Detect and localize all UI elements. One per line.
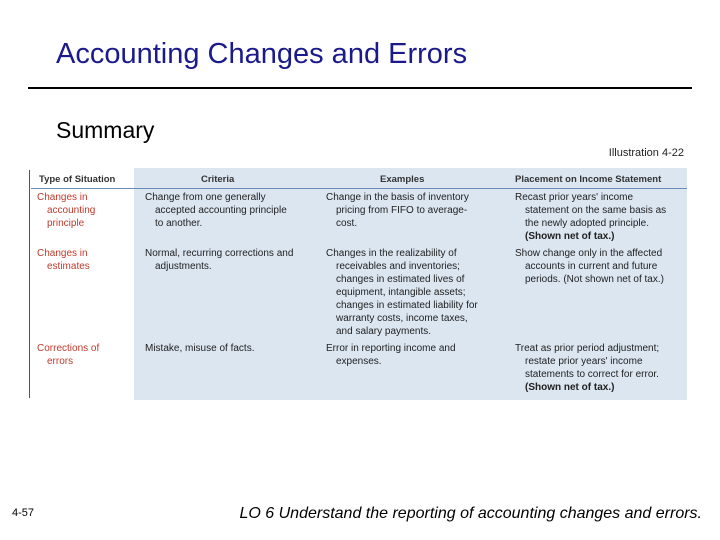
title-divider bbox=[28, 87, 692, 89]
illustration-label: Illustration 4-22 bbox=[608, 147, 684, 159]
slide-number: 4-57 bbox=[12, 507, 35, 519]
table-row-3-situation: Corrections of errors bbox=[37, 343, 100, 367]
header-type-of-situation: Type of Situation bbox=[39, 174, 116, 185]
table-row-2-examples: Changes in the realizability of receivables and inventories; changes in estimated lives of equipment, intangible assets; changes in estimated liability for warranty costs, income taxes, and salary payments. bbox=[326, 248, 478, 337]
header-criteria: Criteria bbox=[201, 174, 235, 185]
table-row-2-situation: Changes in estimates bbox=[37, 248, 90, 272]
slide-subtitle: Summary bbox=[56, 117, 155, 143]
slide-title: Accounting Changes and Errors bbox=[56, 38, 468, 70]
table-left-border bbox=[29, 170, 30, 398]
table-row-1-examples: Change in the basis of inventory pricing from FIFO to average- cost. bbox=[326, 192, 469, 229]
header-placement: Placement on Income Statement bbox=[515, 174, 662, 185]
header-examples: Examples bbox=[380, 174, 425, 185]
summary-table bbox=[29, 168, 687, 400]
learning-objective-footer: LO 6 Understand the reporting of accounting changes and errors. bbox=[239, 505, 702, 522]
header-divider bbox=[31, 188, 687, 189]
table-row-3-criteria: Mistake, misuse of facts. bbox=[145, 343, 255, 354]
table-row-3-placement: Treat as prior period adjustment; restate prior years' income statements to correct for error. (Shown net of tax.) bbox=[515, 343, 660, 393]
table-row-1-criteria: Change from one generally accepted accounting principle to another. bbox=[145, 192, 287, 229]
table-row-2-placement: Show change only in the affected accounts in current and future periods. (Not shown net of tax.) bbox=[515, 248, 664, 285]
table-row-1-placement: Recast prior years' income statement on the same basis as the newly adopted principle. (Shown net of tax.) bbox=[515, 192, 667, 242]
table-row-2-criteria: Normal, recurring corrections and adjustments. bbox=[145, 248, 294, 272]
table-row-3-examples: Error in reporting income and expenses. bbox=[326, 343, 456, 367]
table-row-1-situation: Changes in accounting principle bbox=[37, 192, 96, 229]
